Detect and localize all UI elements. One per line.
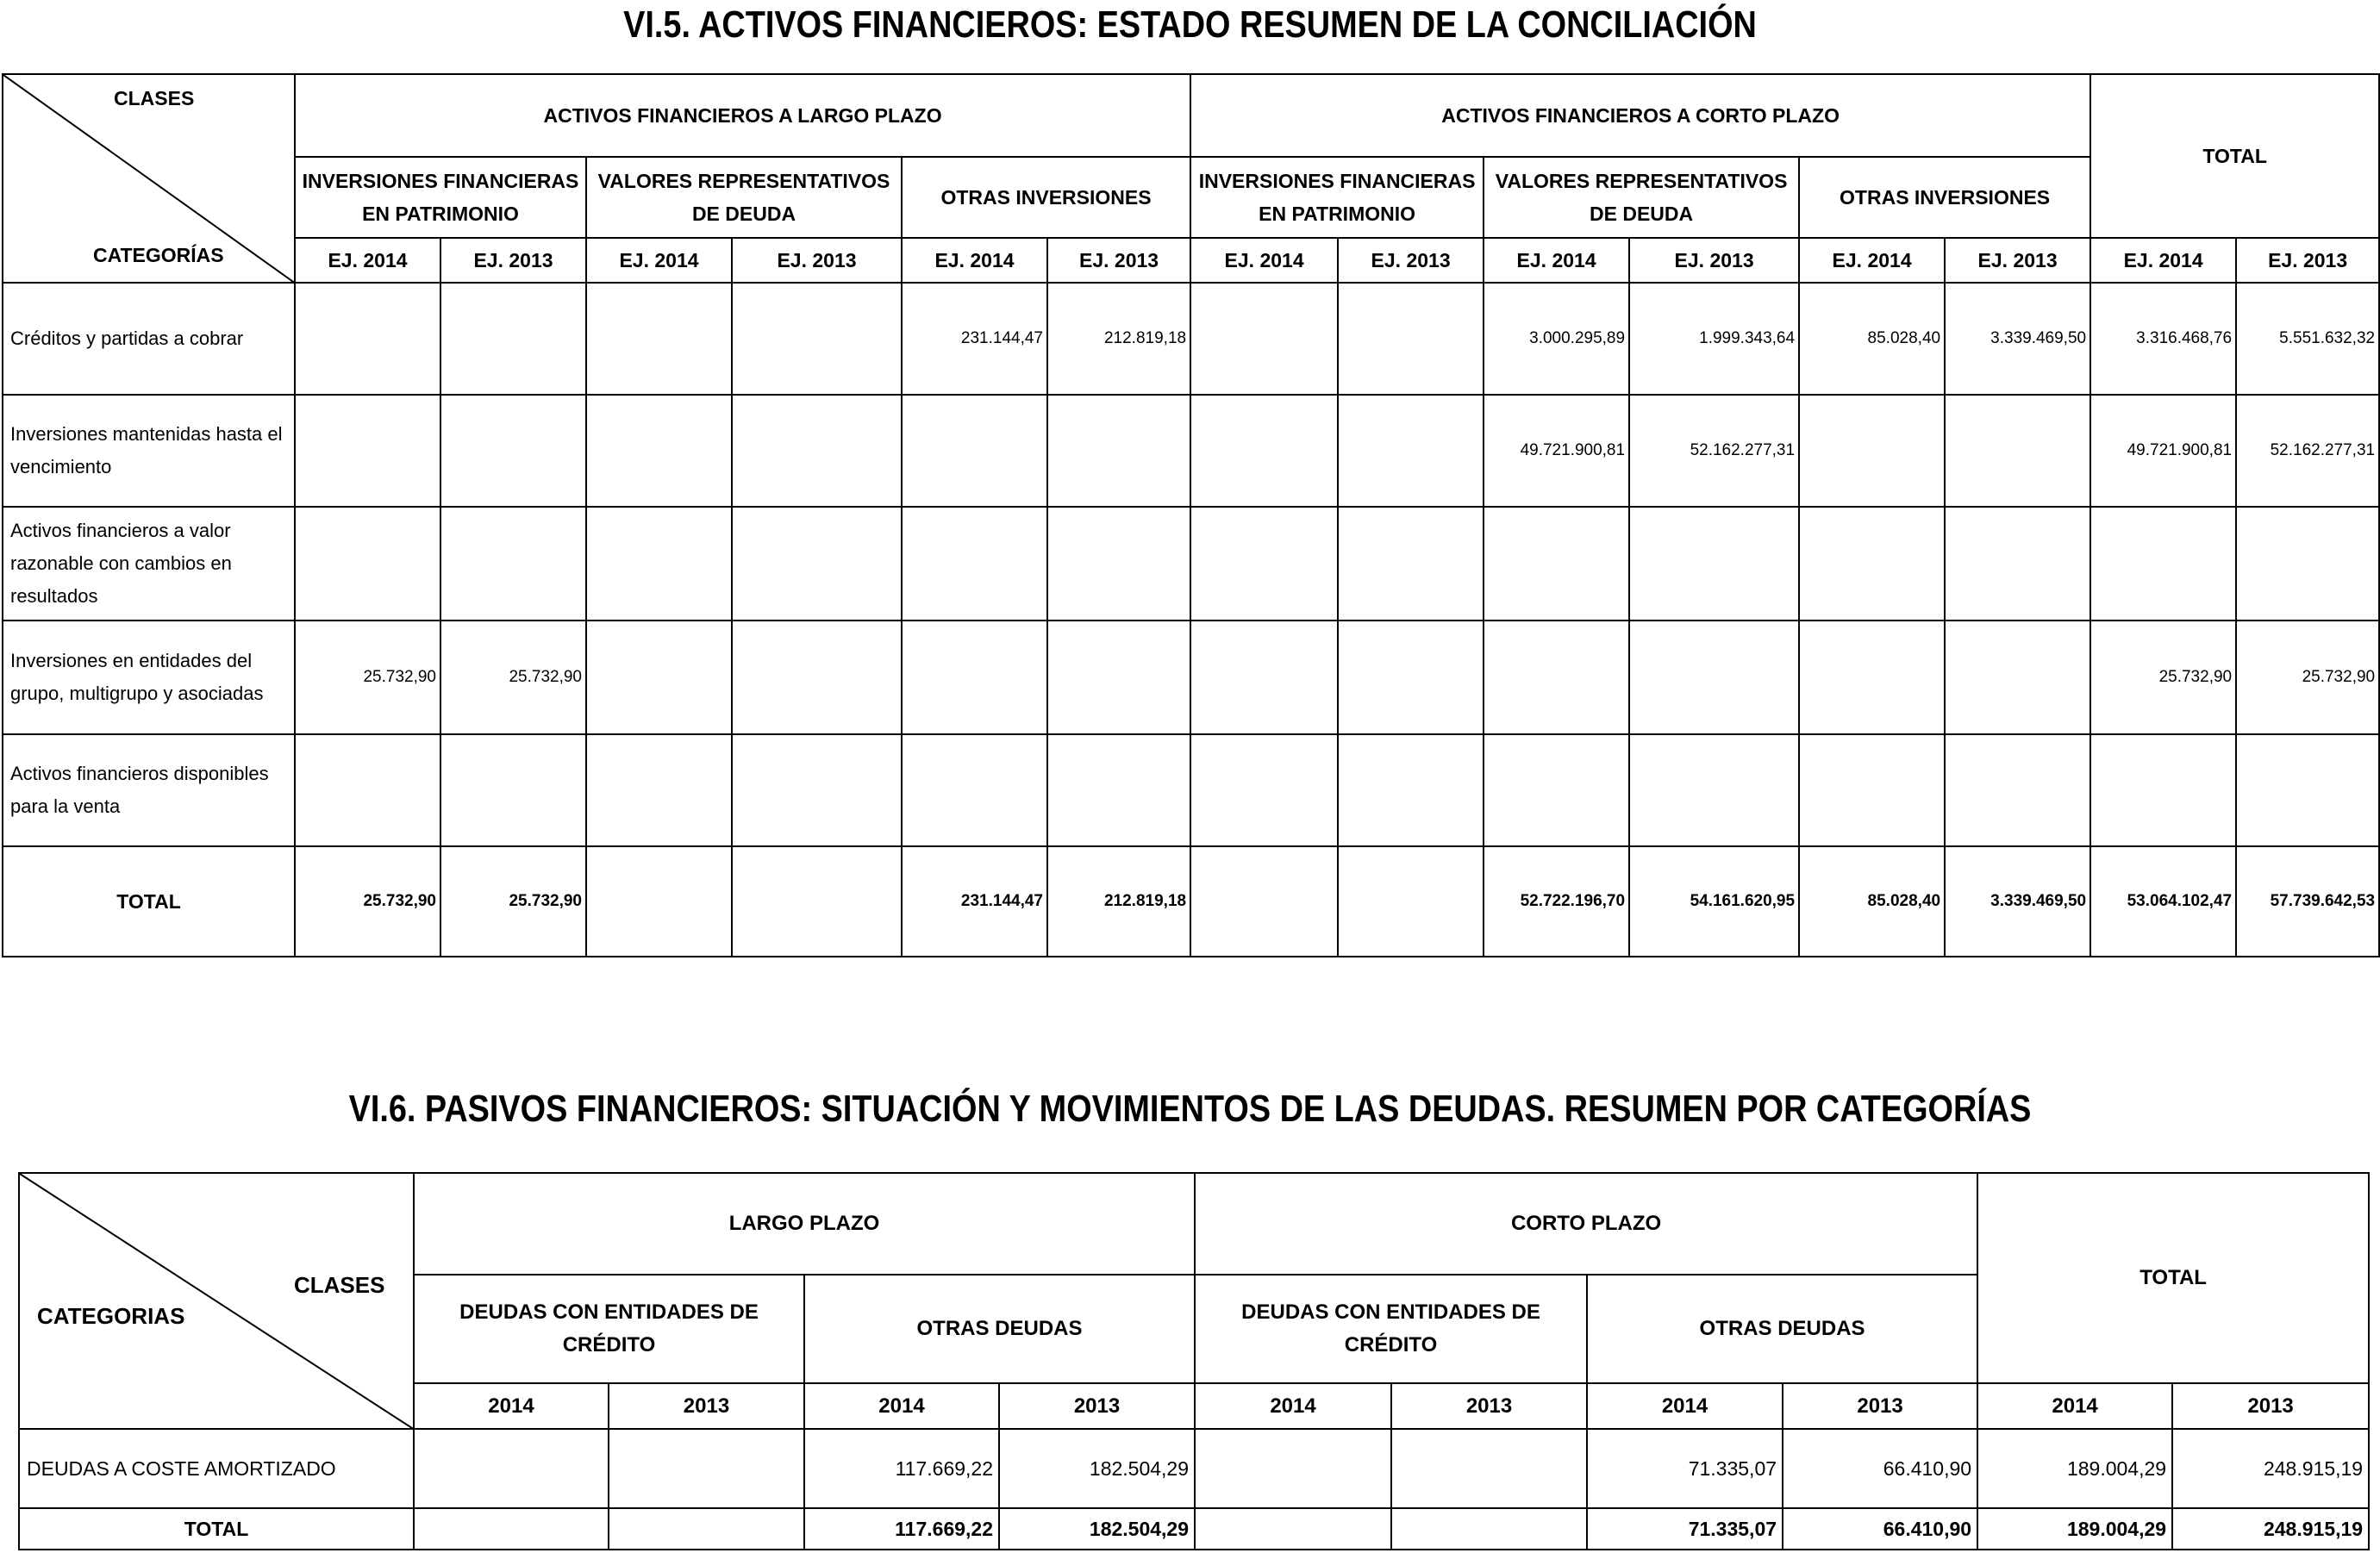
total-value: 71.335,07: [1587, 1508, 1783, 1550]
year-header: EJ. 2013: [732, 238, 902, 283]
year-header: 2013: [609, 1383, 804, 1429]
year-header: EJ. 2014: [1190, 238, 1338, 283]
cell-value: [1338, 283, 1484, 395]
cell-value: [440, 734, 586, 846]
cell-value: [295, 283, 440, 395]
cell-value: [1629, 621, 1799, 734]
total-value: 231.144,47: [902, 846, 1047, 957]
cell-value: [586, 283, 732, 395]
corner-categorias: CATEGORÍAS: [93, 244, 224, 266]
year-header: EJ. 2013: [2236, 238, 2379, 283]
diagonal-line: [20, 1174, 414, 1429]
cell-value: [1190, 395, 1338, 507]
total-value: [586, 846, 732, 957]
total-value: 85.028,40: [1799, 846, 1945, 957]
cell-value: [1629, 734, 1799, 846]
total-value: 54.161.620,95: [1629, 846, 1799, 957]
total-value: [1338, 846, 1484, 957]
cell-value: [440, 395, 586, 507]
cell-value: [1190, 621, 1338, 734]
group-largo-plazo: ACTIVOS FINANCIEROS A LARGO PLAZO: [295, 74, 1190, 157]
total-value: [732, 846, 902, 957]
pasivos-financieros-table: [18, 1172, 2370, 1550]
cell-value: [586, 395, 732, 507]
cell-value: [1799, 734, 1945, 846]
cell-value: [1945, 621, 2090, 734]
cell-value: [1190, 734, 1338, 846]
activos-financieros-table: [2, 73, 2380, 957]
cell-value: [1799, 621, 1945, 734]
cell-value: [1047, 734, 1190, 846]
year-header: 2013: [1391, 1383, 1587, 1429]
cell-value: 3.339.469,50: [1945, 283, 2090, 395]
cell-value: [902, 507, 1047, 621]
total-value: 117.669,22: [804, 1508, 999, 1550]
total-value: [1190, 846, 1338, 957]
total-value: 52.722.196,70: [1484, 846, 1629, 957]
total-value: [414, 1508, 609, 1550]
cell-value: [609, 1429, 804, 1508]
cell-value: [1047, 621, 1190, 734]
subgroup-lp-valores: VALORES REPRESENTATIVOS DE DEUDA: [586, 157, 902, 238]
year-header: 2014: [1587, 1383, 1783, 1429]
cell-value: [1945, 507, 2090, 621]
cell-value: [2090, 507, 2236, 621]
cell-value: [1484, 734, 1629, 846]
year-header: 2013: [2172, 1383, 2369, 1429]
section1-title: VI.5. ACTIVOS FINANCIEROS: ESTADO RESUMEN DE LA CONCILIACIÓN: [623, 3, 1757, 46]
cell-value: [586, 621, 732, 734]
cell-value: [1338, 395, 1484, 507]
year-header: EJ. 2013: [1629, 238, 1799, 283]
total-value: [1195, 1508, 1391, 1550]
cell-value: 189.004,29: [1977, 1429, 2172, 1508]
cell-value: [1484, 507, 1629, 621]
group-largo-plazo: LARGO PLAZO: [414, 1173, 1195, 1275]
total-row: [19, 1508, 2369, 1550]
cell-value: [1391, 1429, 1587, 1508]
cell-value: 5.551.632,32: [2236, 283, 2379, 395]
total-value: 25.732,90: [295, 846, 440, 957]
row-label: Créditos y partidas a cobrar: [3, 283, 295, 395]
row-label: Activos financieros disponibles para la venta: [3, 734, 295, 846]
table-row: [3, 395, 2379, 507]
cell-value: [586, 734, 732, 846]
table-row: [3, 507, 2379, 621]
table-row: [3, 283, 2379, 395]
cell-value: 231.144,47: [902, 283, 1047, 395]
cell-value: [1338, 507, 1484, 621]
year-header: 2013: [1783, 1383, 1977, 1429]
cell-value: [1047, 507, 1190, 621]
year-header: EJ. 2013: [1338, 238, 1484, 283]
cell-value: [414, 1429, 609, 1508]
subgroup-cp-patrimonio: INVERSIONES FINANCIERAS EN PATRIMONIO: [1190, 157, 1484, 238]
section2-title: VI.6. PASIVOS FINANCIEROS: SITUACIÓN Y MOVIMIENTOS DE LAS DEUDAS. RESUMEN POR CATEGORÍAS: [348, 1088, 2032, 1130]
year-header: 2014: [1195, 1383, 1391, 1429]
cell-value: [440, 283, 586, 395]
cell-value: [1484, 621, 1629, 734]
cell-value: [1945, 734, 2090, 846]
cell-value: [1945, 395, 2090, 507]
cell-value: [2236, 734, 2379, 846]
year-header: 2014: [804, 1383, 999, 1429]
year-header: EJ. 2014: [2090, 238, 2236, 283]
cell-value: 3.000.295,89: [1484, 283, 1629, 395]
cell-value: 25.732,90: [2236, 621, 2379, 734]
cell-value: 52.162.277,31: [1629, 395, 1799, 507]
cell-value: 212.819,18: [1047, 283, 1190, 395]
year-header: EJ. 2013: [1945, 238, 2090, 283]
subgroup-cp-otras-deudas: OTRAS DEUDAS: [1587, 1275, 1977, 1383]
cell-value: 52.162.277,31: [2236, 395, 2379, 507]
subgroup-lp-otras: OTRAS INVERSIONES: [902, 157, 1190, 238]
corner-clases: CLASES: [114, 87, 195, 109]
total-value: 66.410,90: [1783, 1508, 1977, 1550]
corner-header: [19, 1173, 414, 1429]
cell-value: [1190, 283, 1338, 395]
subgroup-cp-entidades-credito: DEUDAS CON ENTIDADES DE CRÉDITO: [1195, 1275, 1587, 1383]
total-value: 248.915,19: [2172, 1508, 2369, 1550]
cell-value: [2090, 734, 2236, 846]
year-header: EJ. 2014: [1799, 238, 1945, 283]
total-value: 25.732,90: [440, 846, 586, 957]
cell-value: [440, 507, 586, 621]
total-label: TOTAL: [3, 846, 295, 957]
row-label: Inversiones en entidades del grupo, multigrupo y asociadas: [3, 621, 295, 734]
cell-value: 25.732,90: [295, 621, 440, 734]
cell-value: [1047, 395, 1190, 507]
cell-value: [902, 734, 1047, 846]
group-total: TOTAL: [2090, 74, 2379, 238]
subgroup-lp-entidades-credito: DEUDAS CON ENTIDADES DE CRÉDITO: [414, 1275, 804, 1383]
cell-value: [1338, 621, 1484, 734]
cell-value: [1799, 395, 1945, 507]
table-row: [3, 734, 2379, 846]
year-header: 2014: [1977, 1383, 2172, 1429]
cell-value: [1629, 507, 1799, 621]
cell-value: 66.410,90: [1783, 1429, 1977, 1508]
cell-value: 25.732,90: [2090, 621, 2236, 734]
cell-value: [902, 395, 1047, 507]
cell-value: [1195, 1429, 1391, 1508]
total-value: 182.504,29: [999, 1508, 1195, 1550]
year-header: 2014: [414, 1383, 609, 1429]
cell-value: [902, 621, 1047, 734]
total-value: 189.004,29: [1977, 1508, 2172, 1550]
subgroup-cp-otras: OTRAS INVERSIONES: [1799, 157, 2090, 238]
subgroup-lp-patrimonio: INVERSIONES FINANCIERAS EN PATRIMONIO: [295, 157, 586, 238]
cell-value: [732, 507, 902, 621]
year-header: EJ. 2014: [1484, 238, 1629, 283]
total-value: [609, 1508, 804, 1550]
cell-value: 49.721.900,81: [2090, 395, 2236, 507]
group-corto-plazo: ACTIVOS FINANCIEROS A CORTO PLAZO: [1190, 74, 2090, 157]
corner-categorias: CATEGORIAS: [37, 1303, 185, 1329]
subgroup-lp-otras-deudas: OTRAS DEUDAS: [804, 1275, 1195, 1383]
row-label: Activos financieros a valor razonable con cambios en resultados: [3, 507, 295, 621]
group-corto-plazo: CORTO PLAZO: [1195, 1173, 1977, 1275]
subgroup-cp-valores: VALORES REPRESENTATIVOS DE DEUDA: [1484, 157, 1799, 238]
year-header: 2013: [999, 1383, 1195, 1429]
cell-value: 85.028,40: [1799, 283, 1945, 395]
total-value: 3.339.469,50: [1945, 846, 2090, 957]
year-header: EJ. 2014: [295, 238, 440, 283]
corner-header: [3, 74, 295, 283]
year-header: EJ. 2013: [440, 238, 586, 283]
year-header: EJ. 2014: [586, 238, 732, 283]
group-total: TOTAL: [1977, 1173, 2369, 1383]
cell-value: 25.732,90: [440, 621, 586, 734]
cell-value: 182.504,29: [999, 1429, 1195, 1508]
row-label: DEUDAS A COSTE AMORTIZADO: [19, 1429, 414, 1508]
cell-value: 1.999.343,64: [1629, 283, 1799, 395]
cell-value: [586, 507, 732, 621]
cell-value: [1338, 734, 1484, 846]
year-header: EJ. 2014: [902, 238, 1047, 283]
cell-value: [1190, 507, 1338, 621]
cell-value: [732, 621, 902, 734]
cell-value: [295, 507, 440, 621]
cell-value: [2236, 507, 2379, 621]
total-label: TOTAL: [19, 1508, 414, 1550]
cell-value: 248.915,19: [2172, 1429, 2369, 1508]
total-value: 53.064.102,47: [2090, 846, 2236, 957]
corner-clases: CLASES: [294, 1272, 385, 1298]
table-row: [3, 621, 2379, 734]
cell-value: [295, 395, 440, 507]
cell-value: [1799, 507, 1945, 621]
cell-value: 49.721.900,81: [1484, 395, 1629, 507]
year-header: EJ. 2013: [1047, 238, 1190, 283]
cell-value: 3.316.468,76: [2090, 283, 2236, 395]
cell-value: [732, 734, 902, 846]
row-label: Inversiones mantenidas hasta el vencimiento: [3, 395, 295, 507]
total-value: 212.819,18: [1047, 846, 1190, 957]
total-value: [1391, 1508, 1587, 1550]
cell-value: 117.669,22: [804, 1429, 999, 1508]
total-value: 57.739.642,53: [2236, 846, 2379, 957]
total-row: [3, 846, 2379, 957]
table-row: [19, 1429, 2369, 1508]
cell-value: [732, 283, 902, 395]
cell-value: [295, 734, 440, 846]
cell-value: [732, 395, 902, 507]
cell-value: 71.335,07: [1587, 1429, 1783, 1508]
year-header-row: [3, 238, 2379, 283]
